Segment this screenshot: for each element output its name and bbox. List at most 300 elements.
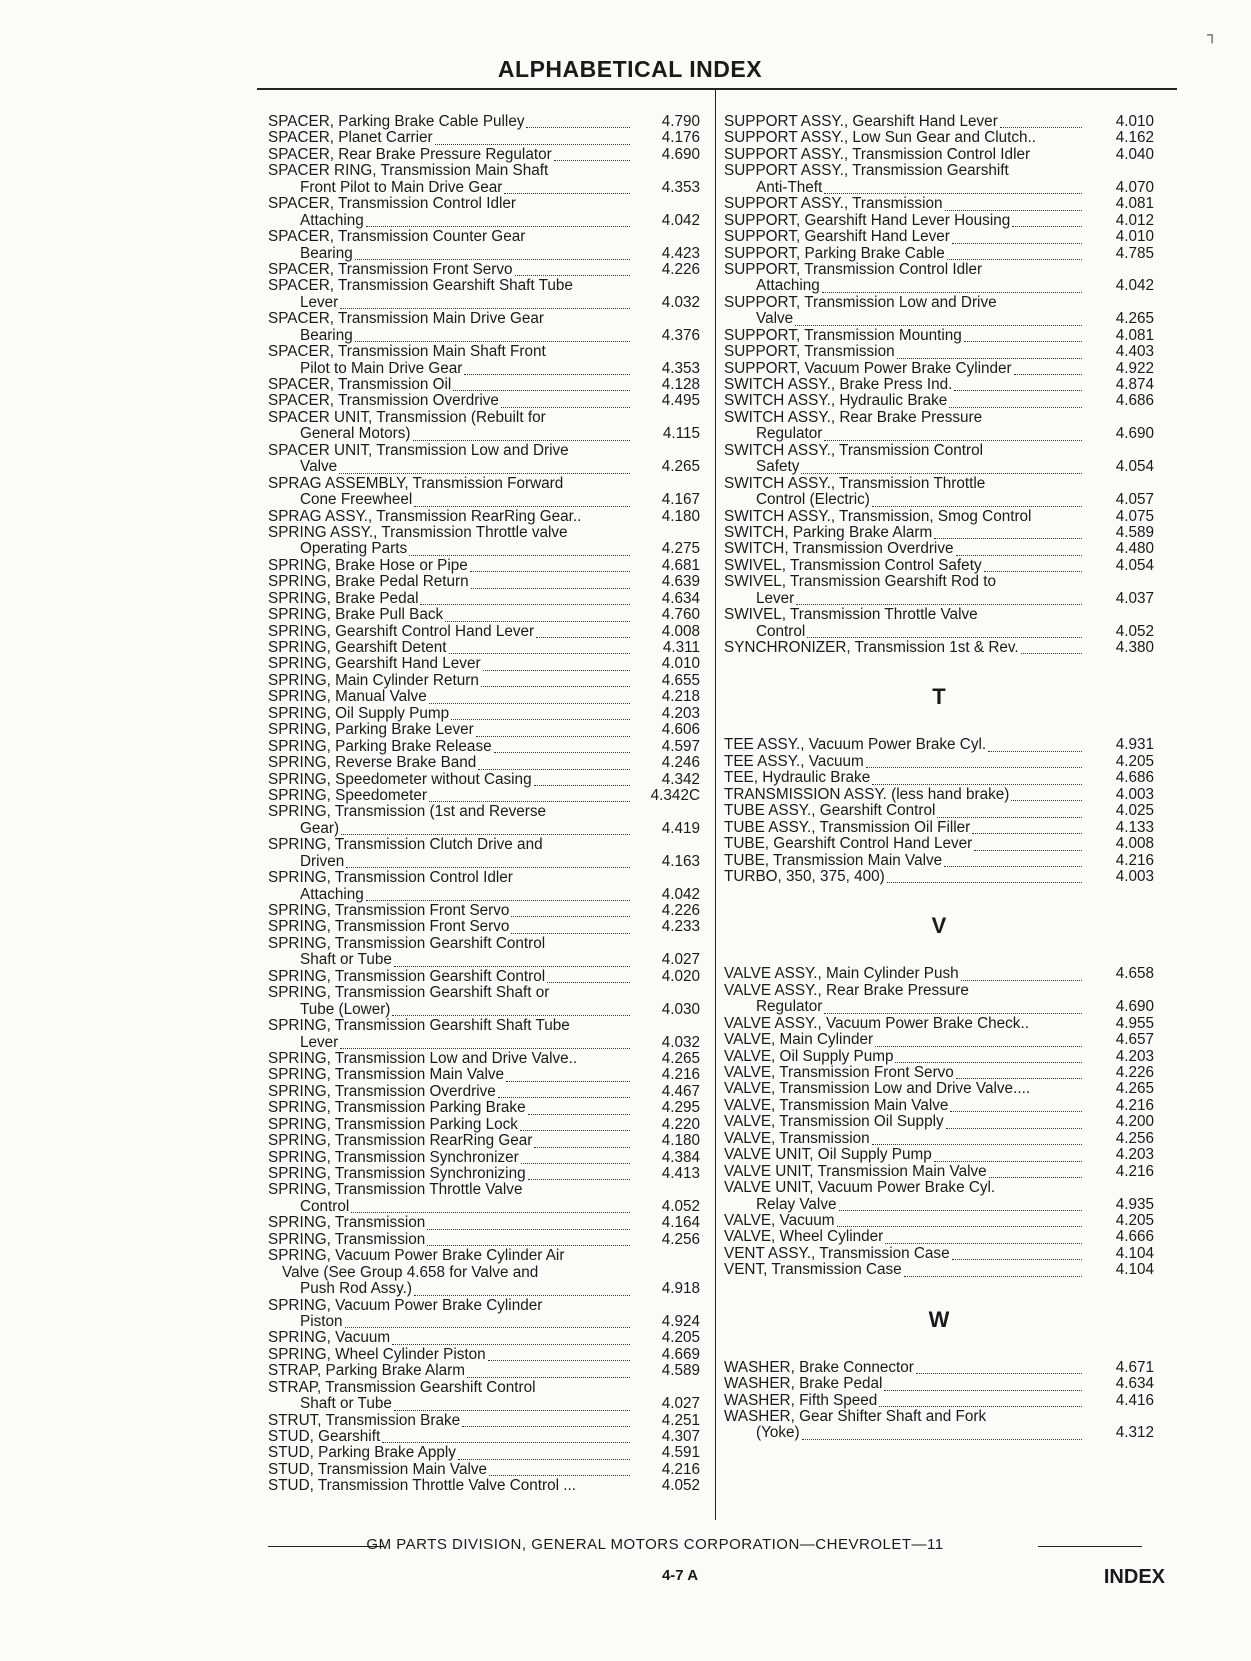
entry-text: VALVE UNIT, Vacuum Power Brake Cyl. bbox=[724, 1179, 996, 1197]
dot-leader bbox=[822, 278, 1082, 292]
entry-text: SPRING, Parking Brake Lever bbox=[268, 721, 474, 739]
entry-page-ref: 4.380 bbox=[1115, 639, 1154, 656]
entry-text: TUBE ASSY., Transmission Oil Filler bbox=[724, 818, 971, 836]
dot-leader bbox=[453, 377, 630, 391]
dot-leader bbox=[807, 624, 1082, 638]
entry-page-ref: 4.589 bbox=[1115, 523, 1154, 541]
dot-leader bbox=[947, 246, 1082, 260]
entry-page-ref: 4.167 bbox=[661, 491, 700, 509]
entry-page-ref: 4.216 bbox=[1115, 1162, 1154, 1180]
entry-page-ref: 4.256 bbox=[661, 1230, 700, 1248]
column-divider bbox=[715, 88, 716, 1520]
index-entry bbox=[268, 492, 704, 508]
entry-text: Lever bbox=[300, 293, 339, 311]
footer-text: GM PARTS DIVISION, GENERAL MOTORS CORPORATION—CHEVROLET—11 bbox=[366, 1536, 944, 1553]
entry-page-ref: 4.027 bbox=[661, 951, 700, 969]
entry-page-ref: 4.935 bbox=[1115, 1195, 1154, 1213]
index-entry bbox=[268, 1478, 704, 1494]
entry-text: SPRING, Transmission Throttle Valve bbox=[268, 1181, 523, 1199]
entry-text: SPRING, Speedometer without Casing bbox=[268, 770, 532, 788]
dot-leader bbox=[488, 1347, 630, 1361]
entry-page-ref: 4.353 bbox=[661, 359, 700, 377]
dot-leader bbox=[483, 656, 630, 670]
entry-page-ref: 4.200 bbox=[1115, 1113, 1154, 1131]
entry-text: WASHER, Brake Pedal bbox=[724, 1375, 883, 1393]
index-entry bbox=[724, 836, 1154, 852]
entry-page-ref: 4.657 bbox=[1115, 1031, 1154, 1049]
dot-leader bbox=[458, 1445, 630, 1459]
entry-page-ref: 4.218 bbox=[661, 688, 700, 706]
entry-text: STRAP, Parking Brake Alarm bbox=[268, 1362, 465, 1380]
entry-page-ref: 4.295 bbox=[661, 1099, 700, 1117]
entry-page-ref: 4.180 bbox=[661, 507, 700, 525]
entry-text: SPRING, Transmission Gearshift Shaft or bbox=[268, 984, 550, 1002]
index-entry bbox=[724, 624, 1154, 640]
dot-leader bbox=[409, 541, 630, 555]
dot-leader bbox=[382, 1429, 630, 1443]
entry-text: Cone Freewheel bbox=[300, 491, 413, 509]
entry-text: Regulator bbox=[756, 425, 823, 443]
dot-leader bbox=[511, 919, 630, 933]
entry-text: VALVE UNIT, Oil Supply Pump bbox=[724, 1146, 932, 1164]
index-entry bbox=[724, 1360, 1154, 1376]
entry-page-ref: 4.003 bbox=[1115, 867, 1154, 885]
entry-text: SPRING, Transmission bbox=[268, 1230, 426, 1248]
entry-text: Push Rod Assy.) bbox=[300, 1280, 412, 1298]
index-entry bbox=[724, 558, 1154, 574]
dot-leader bbox=[462, 1413, 630, 1427]
entry-text: VALVE, Transmission Front Servo bbox=[724, 1064, 954, 1081]
dot-leader bbox=[494, 739, 630, 753]
index-entry bbox=[268, 196, 704, 212]
dot-leader bbox=[467, 1363, 630, 1377]
entry-page-ref: 4.785 bbox=[1115, 244, 1154, 262]
dot-leader bbox=[394, 952, 630, 966]
entry-text: SPRING, Wheel Cylinder Piston bbox=[268, 1345, 486, 1363]
page-title: ALPHABETICAL INDEX bbox=[497, 56, 763, 82]
entry-page-ref: 4.403 bbox=[1115, 343, 1154, 361]
dot-leader bbox=[341, 821, 630, 835]
index-entry bbox=[268, 1051, 704, 1067]
entry-text: SPACER, Transmission Counter Gear bbox=[268, 228, 526, 246]
entry-page-ref: 4.040 bbox=[1115, 145, 1154, 163]
entry-page-ref: 4.467 bbox=[661, 1082, 700, 1100]
index-entry bbox=[268, 1215, 704, 1231]
index-entry bbox=[724, 787, 1154, 803]
index-entry bbox=[268, 1035, 704, 1051]
dot-leader bbox=[824, 426, 1082, 440]
dot-leader bbox=[394, 1396, 630, 1410]
entry-text: SUPPORT, Vacuum Power Brake Cylinder bbox=[724, 359, 1012, 377]
section-gap bbox=[724, 1344, 1154, 1360]
index-entry bbox=[724, 410, 1154, 426]
entry-text: SPRING, Gearshift Hand Lever bbox=[268, 655, 481, 673]
index-entry bbox=[268, 1396, 704, 1412]
index-entry bbox=[724, 328, 1154, 344]
entry-text: TRANSMISSION ASSY. (less hand brake) bbox=[724, 785, 1010, 803]
dot-leader bbox=[449, 640, 630, 654]
dot-leader bbox=[366, 213, 630, 227]
entry-text: Front Pilot to Main Drive Gear bbox=[300, 178, 503, 196]
index-entry bbox=[724, 180, 1154, 196]
entry-text: SPACER, Transmission Control Idler bbox=[268, 195, 516, 213]
index-entry bbox=[724, 737, 1154, 753]
entry-page-ref: 4.010 bbox=[661, 655, 700, 673]
index-entry bbox=[268, 443, 704, 459]
dot-leader bbox=[872, 770, 1082, 784]
entry-page-ref: 4.027 bbox=[661, 1395, 700, 1413]
entry-page-ref: 4.216 bbox=[1115, 851, 1154, 869]
entry-text: SPRING, Vacuum Power Brake Cylinder Air bbox=[268, 1247, 565, 1265]
entry-text: TUBE, Transmission Main Valve bbox=[724, 851, 943, 869]
entry-text: SPRING, Gearshift Control Hand Lever bbox=[268, 622, 535, 640]
dot-leader bbox=[795, 311, 1082, 325]
index-entry bbox=[268, 328, 704, 344]
dot-leader bbox=[476, 722, 630, 736]
entry-page-ref: 4.760 bbox=[661, 606, 700, 624]
entry-page-ref: 4.054 bbox=[1115, 458, 1154, 476]
index-entry bbox=[268, 295, 704, 311]
dot-leader bbox=[414, 1281, 630, 1295]
entry-text: Bearing bbox=[300, 326, 353, 344]
dot-leader bbox=[481, 673, 630, 687]
entry-text: SPRING, Transmission bbox=[268, 1214, 426, 1232]
entry-page-ref: 4.790 bbox=[661, 113, 700, 130]
entry-page-ref: 4.353 bbox=[661, 178, 700, 196]
index-entry bbox=[268, 246, 704, 262]
entry-text: SWITCH ASSY., Transmission, Smog Control bbox=[724, 507, 1032, 525]
entry-page-ref: 4.176 bbox=[661, 129, 700, 147]
entry-text: Valve (See Group 4.658 for Valve and bbox=[282, 1263, 539, 1281]
entry-page-ref: 4.686 bbox=[1115, 769, 1154, 787]
index-entry bbox=[724, 999, 1154, 1015]
index-entry bbox=[724, 1409, 1154, 1425]
entry-text: SPRING, Brake Pedal Return bbox=[268, 573, 469, 591]
entry-page-ref: 4.413 bbox=[661, 1165, 700, 1182]
entry-page-ref: 4.384 bbox=[661, 1148, 700, 1166]
index-entry bbox=[268, 903, 704, 919]
dot-leader bbox=[879, 1393, 1082, 1407]
entry-text: SPRING, Transmission Parking Lock bbox=[268, 1115, 518, 1133]
entry-text: SWITCH, Transmission Overdrive bbox=[724, 540, 954, 558]
index-entry bbox=[268, 1133, 704, 1149]
entry-page-ref: 4.042 bbox=[1115, 277, 1154, 295]
entry-text: Control bbox=[300, 1197, 350, 1215]
entry-page-ref: 4.606 bbox=[661, 721, 700, 739]
index-entry bbox=[268, 1232, 704, 1248]
entry-text: SUPPORT ASSY., Gearshift Hand Lever bbox=[724, 113, 998, 130]
entry-text: SPRING ASSY., Transmission Throttle valve bbox=[268, 523, 568, 541]
left-index-column bbox=[268, 114, 704, 1495]
entry-text: STUD, Transmission Throttle Valve Control ... bbox=[268, 1477, 577, 1495]
entry-text: WASHER, Gear Shifter Shaft and Fork bbox=[724, 1408, 987, 1425]
index-entry bbox=[268, 1018, 704, 1034]
entry-text: VALVE ASSY., Main Cylinder Push bbox=[724, 965, 959, 983]
entry-page-ref: 4.226 bbox=[661, 260, 700, 278]
entry-text: SPRING, Transmission Gearshift Control bbox=[268, 967, 546, 985]
index-entry bbox=[268, 887, 704, 903]
entry-page-ref: 4.655 bbox=[661, 671, 700, 689]
dot-leader bbox=[355, 328, 630, 342]
entry-text: SPRING, Brake Hose or Pipe bbox=[268, 556, 468, 574]
index-entry bbox=[268, 706, 704, 722]
entry-text: TEE, Hydraulic Brake bbox=[724, 769, 871, 787]
entry-text: WASHER, Brake Connector bbox=[724, 1358, 914, 1376]
entry-page-ref: 4.669 bbox=[661, 1345, 700, 1363]
dot-leader bbox=[351, 1199, 630, 1213]
dot-leader bbox=[824, 180, 1082, 194]
dot-leader bbox=[872, 1131, 1082, 1145]
entry-page-ref: 4.162 bbox=[1115, 129, 1154, 147]
index-entry bbox=[268, 624, 704, 640]
entry-text: TEE ASSY., Vacuum bbox=[724, 752, 864, 770]
entry-text: Anti-Theft bbox=[756, 178, 823, 196]
dot-leader bbox=[427, 1215, 630, 1229]
entry-text: TURBO, 350, 375, 400) bbox=[724, 867, 885, 885]
index-entry bbox=[724, 262, 1154, 278]
entry-text: SUPPORT, Transmission bbox=[724, 343, 895, 361]
index-entry bbox=[268, 952, 704, 968]
dot-leader bbox=[802, 1425, 1082, 1439]
index-entry bbox=[724, 820, 1154, 836]
entry-page-ref: 4.057 bbox=[1115, 491, 1154, 509]
entry-text: SPRING, Reverse Brake Band bbox=[268, 754, 477, 772]
page-number: 4-7 A bbox=[661, 1567, 699, 1584]
entry-text: VALVE, Transmission Main Valve bbox=[724, 1096, 949, 1114]
entry-text: STUD, Parking Brake Apply bbox=[268, 1444, 456, 1462]
index-entry bbox=[268, 1166, 704, 1182]
entry-page-ref: 4.634 bbox=[1115, 1375, 1154, 1393]
entry-page-ref: 4.634 bbox=[661, 589, 700, 607]
entry-text: SPACER, Rear Brake Pressure Regulator bbox=[268, 145, 552, 163]
dot-leader bbox=[340, 295, 630, 309]
dot-leader bbox=[885, 1229, 1082, 1243]
entry-page-ref: 4.220 bbox=[661, 1115, 700, 1133]
entry-text: VENT, Transmission Case bbox=[724, 1261, 902, 1279]
dot-leader bbox=[554, 147, 630, 161]
entry-page-ref: 4.205 bbox=[1115, 752, 1154, 770]
entry-text: SPACER, Transmission Oil bbox=[268, 376, 452, 393]
index-entry bbox=[268, 213, 704, 229]
index-entry bbox=[724, 1049, 1154, 1065]
index-entry bbox=[724, 983, 1154, 999]
entry-page-ref: 4.922 bbox=[1115, 359, 1154, 377]
entry-text: SPACER, Transmission Gearshift Shaft Tube bbox=[268, 277, 573, 295]
entry-page-ref: 4.265 bbox=[1115, 310, 1154, 328]
entry-text: Relay Valve bbox=[756, 1195, 837, 1213]
dot-leader bbox=[340, 1035, 630, 1049]
entry-page-ref: 4.128 bbox=[661, 376, 700, 393]
entry-text: VALVE, Transmission Oil Supply bbox=[724, 1113, 944, 1131]
entry-text: SUPPORT, Transmission Control Idler bbox=[724, 260, 983, 278]
entry-page-ref: 4.008 bbox=[1115, 835, 1154, 853]
entry-text: SUPPORT, Transmission Mounting bbox=[724, 326, 962, 344]
entry-page-ref: 4.681 bbox=[661, 556, 700, 574]
section-letter-heading: T bbox=[932, 684, 946, 710]
entry-text: SPRING, Gearshift Detent bbox=[268, 639, 447, 656]
entry-page-ref: 4.037 bbox=[1115, 589, 1154, 607]
index-entry bbox=[268, 459, 704, 475]
entry-page-ref: 4.032 bbox=[661, 1033, 700, 1051]
dot-leader bbox=[521, 1150, 630, 1164]
entry-page-ref: 4.690 bbox=[661, 145, 700, 163]
section-gap bbox=[724, 656, 1154, 672]
index-entry bbox=[724, 1065, 1154, 1081]
entry-page-ref: 4.480 bbox=[1115, 540, 1154, 558]
index-entry bbox=[268, 311, 704, 327]
entry-text: SPRING, Transmission Synchronizer bbox=[268, 1148, 519, 1166]
entry-text: SPACER, Transmission Main Drive Gear bbox=[268, 310, 544, 328]
entry-text: SUPPORT, Gearshift Hand Lever bbox=[724, 228, 950, 246]
index-entry bbox=[724, 393, 1154, 409]
dot-leader bbox=[887, 869, 1082, 883]
dot-leader bbox=[897, 344, 1082, 358]
index-entry bbox=[724, 492, 1154, 508]
index-entry bbox=[724, 1147, 1154, 1163]
entry-page-ref: 4.256 bbox=[1115, 1129, 1154, 1147]
index-entry bbox=[268, 870, 704, 886]
index-entry bbox=[268, 936, 704, 952]
index-entry bbox=[724, 246, 1154, 262]
index-entry bbox=[268, 1330, 704, 1346]
dot-leader bbox=[471, 574, 630, 588]
entry-page-ref: 4.639 bbox=[661, 573, 700, 591]
entry-text: SUPPORT, Transmission Low and Drive bbox=[724, 293, 997, 311]
index-entry bbox=[724, 541, 1154, 557]
entry-page-ref: 4.251 bbox=[661, 1411, 700, 1429]
entry-page-ref: 4.180 bbox=[661, 1132, 700, 1150]
dot-leader bbox=[1021, 640, 1082, 654]
dot-leader bbox=[866, 754, 1082, 768]
entry-text: VALVE ASSY., Rear Brake Pressure bbox=[724, 981, 969, 999]
entry-text: SPRING, Parking Brake Release bbox=[268, 737, 492, 755]
dot-leader bbox=[949, 393, 1082, 407]
index-entry bbox=[724, 229, 1154, 245]
entry-text: TEE ASSY., Vacuum Power Brake Cyl. bbox=[724, 736, 987, 754]
index-entry bbox=[268, 656, 704, 672]
index-entry bbox=[268, 722, 704, 738]
index-entry bbox=[268, 640, 704, 656]
index-entry bbox=[724, 1032, 1154, 1048]
entry-text: Valve bbox=[300, 458, 338, 476]
index-entry bbox=[724, 1180, 1154, 1196]
index-entry bbox=[724, 163, 1154, 179]
dot-leader bbox=[445, 607, 630, 621]
dot-leader bbox=[974, 836, 1082, 850]
dot-leader bbox=[954, 377, 1082, 391]
index-entry bbox=[724, 114, 1154, 130]
index-entry bbox=[268, 854, 704, 870]
index-entry bbox=[268, 180, 704, 196]
entry-text: SPACER RING, Transmission Main Shaft bbox=[268, 162, 549, 180]
entry-page-ref: 4.311 bbox=[662, 639, 700, 656]
dot-leader bbox=[934, 1147, 1082, 1161]
entry-page-ref: 4.205 bbox=[1115, 1211, 1154, 1229]
dot-leader bbox=[1000, 114, 1082, 128]
entry-text: SPRING, Brake Pull Back bbox=[268, 606, 444, 624]
dot-leader bbox=[884, 1376, 1082, 1390]
entry-page-ref: 4.104 bbox=[1115, 1261, 1154, 1279]
index-entry bbox=[268, 558, 704, 574]
index-entry bbox=[724, 770, 1154, 786]
entry-page-ref: 4.042 bbox=[661, 885, 700, 903]
index-entry bbox=[268, 1462, 704, 1478]
entry-text: Control (Electric) bbox=[756, 491, 870, 509]
index-entry bbox=[724, 361, 1154, 377]
index-entry bbox=[268, 574, 704, 590]
entry-page-ref: 4.115 bbox=[662, 425, 700, 443]
right-index-column bbox=[724, 114, 1154, 1442]
entry-page-ref: 4.205 bbox=[661, 1329, 700, 1347]
index-entry bbox=[268, 591, 704, 607]
index-entry bbox=[724, 1114, 1154, 1130]
entry-text: VALVE, Transmission Low and Drive Valve.... bbox=[724, 1080, 1031, 1098]
dot-leader bbox=[956, 1065, 1082, 1079]
entry-page-ref: 4.216 bbox=[1115, 1096, 1154, 1114]
entry-text: STRUT, Transmission Brake bbox=[268, 1411, 461, 1429]
dot-leader bbox=[964, 328, 1082, 342]
entry-text: Valve bbox=[756, 310, 794, 328]
dot-leader bbox=[511, 903, 630, 917]
entry-text: (Yoke) bbox=[756, 1424, 800, 1442]
entry-page-ref: 4.012 bbox=[1115, 211, 1154, 229]
entry-text: SPRING, Manual Valve bbox=[268, 688, 427, 706]
entry-text: STUD, Gearshift bbox=[268, 1428, 381, 1445]
index-entry bbox=[268, 772, 704, 788]
entry-page-ref: 4.203 bbox=[661, 704, 700, 722]
index-entry bbox=[724, 591, 1154, 607]
index-entry bbox=[268, 393, 704, 409]
index-label: INDEX bbox=[1103, 1566, 1165, 1588]
index-entry bbox=[268, 1380, 704, 1396]
index-entry bbox=[724, 640, 1154, 656]
dot-leader bbox=[528, 1166, 630, 1180]
entry-page-ref: 4.342C bbox=[650, 786, 700, 804]
section-gap bbox=[724, 1279, 1154, 1295]
index-entry bbox=[268, 229, 704, 245]
index-entry bbox=[268, 821, 704, 837]
entry-text: SPACER, Transmission Front Servo bbox=[268, 260, 513, 278]
entry-page-ref: 4.419 bbox=[661, 819, 700, 837]
dot-leader bbox=[1012, 213, 1082, 227]
index-entry bbox=[268, 361, 704, 377]
entry-page-ref: 4.265 bbox=[661, 458, 700, 476]
index-entry bbox=[724, 853, 1154, 869]
entry-page-ref: 4.226 bbox=[1115, 1064, 1154, 1081]
dot-leader bbox=[534, 1133, 630, 1147]
entry-text: Lever bbox=[756, 589, 795, 607]
index-entry bbox=[268, 1117, 704, 1133]
entry-text: SPACER, Transmission Main Shaft Front bbox=[268, 343, 546, 361]
index-entry bbox=[268, 476, 704, 492]
dot-leader bbox=[392, 1330, 630, 1344]
entry-text: SPRING, Transmission Main Valve bbox=[268, 1066, 505, 1084]
entry-text: SPRING, Transmission Front Servo bbox=[268, 902, 510, 919]
entry-text: SPRING, Transmission Overdrive bbox=[268, 1082, 496, 1100]
entry-text: Gear) bbox=[300, 819, 340, 837]
entry-text: TUBE ASSY., Gearshift Control bbox=[724, 802, 936, 820]
index-entry bbox=[724, 966, 1154, 982]
entry-text: SUPPORT, Parking Brake Cable bbox=[724, 244, 945, 262]
index-entry bbox=[724, 196, 1154, 212]
index-entry bbox=[268, 410, 704, 426]
entry-page-ref: 4.591 bbox=[661, 1444, 700, 1462]
dot-leader bbox=[895, 1049, 1082, 1063]
dot-leader bbox=[366, 887, 630, 901]
entry-page-ref: 4.203 bbox=[1115, 1047, 1154, 1065]
entry-text: VALVE ASSY., Vacuum Power Brake Check.. bbox=[724, 1014, 1029, 1032]
dot-leader bbox=[346, 854, 630, 868]
